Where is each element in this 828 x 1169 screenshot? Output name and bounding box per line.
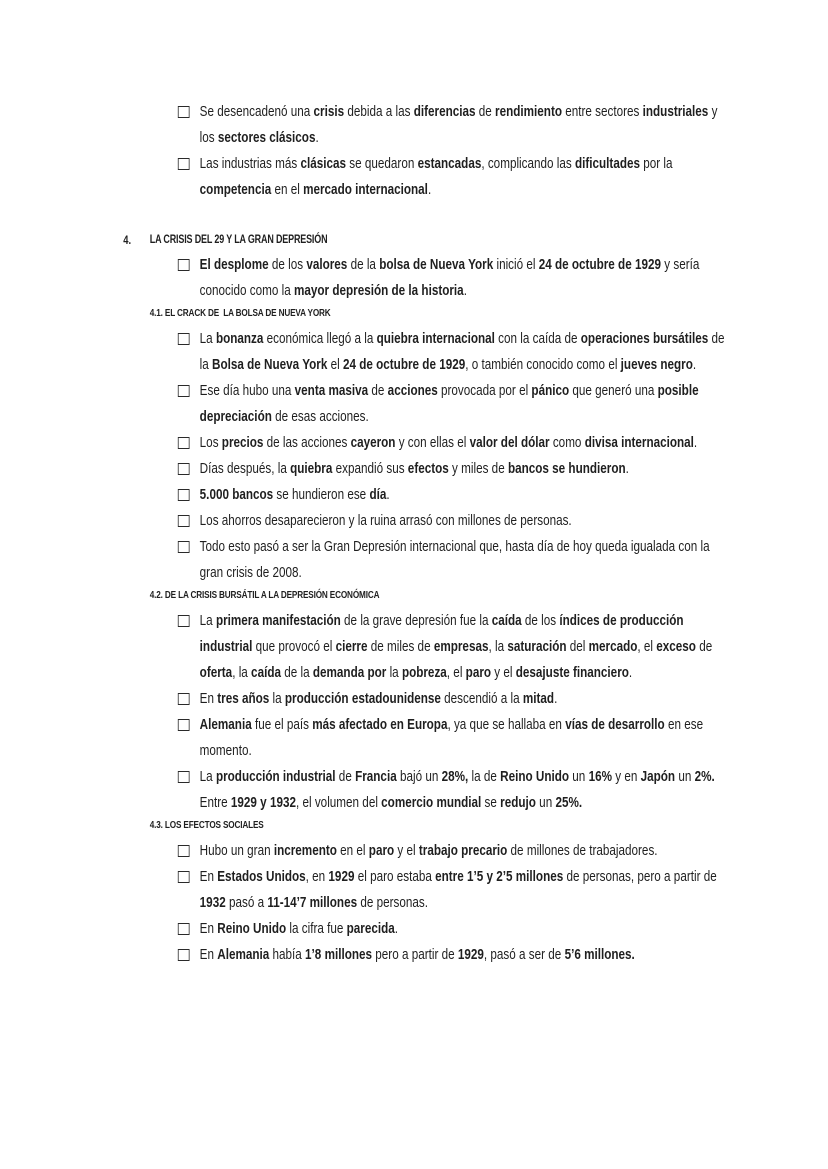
bold-text-run: venta masiva bbox=[294, 382, 369, 399]
bold-text-run: valores bbox=[306, 256, 348, 273]
bold-text-run: mercado internacional bbox=[303, 181, 428, 198]
bold-text-run: oferta bbox=[199, 664, 233, 681]
bold-text-run: vías de desarrollo bbox=[565, 716, 665, 733]
bold-text-run: entre 1’5 y 2’5 millones bbox=[435, 868, 564, 885]
text-run: de bbox=[368, 382, 388, 399]
text-run: Todo esto pasó a ser la Gran Depresión internacional que, hasta día de hoy queda igualada con la gran crisis de 2008. bbox=[199, 538, 710, 581]
text-run: entre sectores bbox=[561, 103, 643, 120]
bold-text-run: saturación bbox=[507, 638, 567, 655]
bold-text-run: Alemania bbox=[199, 716, 252, 733]
checklist-item bbox=[178, 252, 735, 304]
text-run: La bbox=[199, 612, 216, 629]
bold-text-run: 5’6 millones. bbox=[564, 946, 635, 963]
bold-text-run: Estados Unidos bbox=[217, 868, 306, 885]
checkbox-icon bbox=[178, 515, 190, 527]
bold-text-run: 25%. bbox=[555, 794, 583, 811]
bold-text-run: tres años bbox=[217, 690, 270, 707]
text-run: de la bbox=[347, 256, 380, 273]
bold-text-run: precios bbox=[221, 434, 264, 451]
subsection-checklist-efectos bbox=[178, 838, 735, 968]
checklist-item bbox=[178, 916, 735, 942]
bold-text-run: paro bbox=[368, 842, 395, 859]
text-run: de las acciones bbox=[263, 434, 351, 451]
bold-text-run: valor del dólar bbox=[469, 434, 550, 451]
text-run: de los bbox=[521, 612, 560, 629]
text-run: se hundieron ese bbox=[273, 486, 370, 503]
bold-text-run: bancos se hundieron bbox=[507, 460, 626, 477]
checkbox-icon bbox=[178, 158, 190, 170]
checklist-item-text bbox=[200, 460, 629, 477]
text-run: La bbox=[199, 330, 216, 347]
text-run: de bbox=[695, 638, 713, 655]
text-run: descendió a la bbox=[440, 690, 523, 707]
checkbox-icon bbox=[178, 693, 190, 705]
text-run: el paro estaba bbox=[354, 868, 436, 885]
checklist-item bbox=[178, 942, 735, 968]
checklist-item-text bbox=[200, 946, 635, 963]
bold-text-run: 1929 bbox=[457, 946, 484, 963]
text-run: En bbox=[199, 690, 218, 707]
checkbox-icon bbox=[178, 259, 190, 271]
text-run: Los ahorros desaparecieron y la ruina arrasó con millones de personas. bbox=[199, 512, 572, 529]
checkbox-icon bbox=[178, 333, 190, 345]
text-run: . bbox=[315, 129, 319, 146]
checkbox-icon bbox=[178, 541, 190, 553]
checkbox-icon bbox=[178, 437, 190, 449]
text-run: Los bbox=[199, 434, 222, 451]
text-run: Días después, la bbox=[199, 460, 291, 477]
bold-text-run: comercio mundial bbox=[381, 794, 482, 811]
subsection-checklist-depresion bbox=[178, 608, 735, 816]
bold-text-run: índices de producción industrial bbox=[199, 612, 684, 655]
checkbox-icon bbox=[178, 771, 190, 783]
bold-text-run: caída bbox=[251, 664, 281, 681]
bold-text-run: cierre bbox=[335, 638, 368, 655]
text-run: de personas. bbox=[357, 894, 429, 911]
checkbox-icon bbox=[178, 615, 190, 627]
text-run: la bbox=[386, 664, 402, 681]
bold-text-run: efectos bbox=[407, 460, 449, 477]
bold-text-run: Reino Unido bbox=[217, 920, 287, 937]
bold-text-run: 16% bbox=[588, 768, 612, 785]
bold-text-run: divisa internacional bbox=[584, 434, 694, 451]
text-run: de bbox=[335, 768, 356, 785]
text-run: Entre bbox=[199, 794, 231, 811]
bold-text-run: sectores clásicos bbox=[217, 129, 316, 146]
text-run: en ese momento. bbox=[199, 716, 704, 759]
checklist-item-text bbox=[200, 155, 673, 198]
checklist-item-text bbox=[200, 330, 725, 373]
bold-text-run: quiebra internacional bbox=[376, 330, 495, 347]
bold-text-run: trabajo precario bbox=[418, 842, 508, 859]
text-run: , o también conocido como el bbox=[465, 356, 621, 373]
checklist-item-text bbox=[200, 382, 699, 425]
subsection-checklist-crack bbox=[178, 326, 735, 586]
text-run: de millones de trabajadores. bbox=[507, 842, 658, 859]
text-run: y sería conocido como la bbox=[199, 256, 700, 299]
bold-text-run: 1929 bbox=[328, 868, 355, 885]
text-run: . bbox=[554, 690, 558, 707]
text-run: que generó una bbox=[569, 382, 658, 399]
text-run: provocada por el bbox=[437, 382, 532, 399]
bold-text-run: mercado bbox=[588, 638, 638, 655]
text-run: en el bbox=[271, 181, 304, 198]
text-run: En bbox=[199, 946, 218, 963]
text-run: En bbox=[199, 920, 218, 937]
bold-text-run: más afectado en Europa bbox=[312, 716, 448, 733]
text-run: se bbox=[481, 794, 501, 811]
checklist-item-text bbox=[200, 612, 713, 681]
checklist-item-text bbox=[200, 538, 710, 581]
bold-text-run: rendimiento bbox=[495, 103, 562, 120]
text-run: expandió sus bbox=[332, 460, 408, 477]
text-run: , el bbox=[446, 664, 466, 681]
text-run: fue el país bbox=[251, 716, 313, 733]
checklist-item bbox=[178, 99, 735, 151]
text-run: con la caída de bbox=[494, 330, 581, 347]
text-run: Se desencadenó una bbox=[199, 103, 314, 120]
bold-text-run: bonanza bbox=[215, 330, 264, 347]
bold-text-run: Bolsa de Nueva York bbox=[212, 356, 328, 373]
checkbox-icon bbox=[178, 845, 190, 857]
checklist-item-text bbox=[200, 868, 717, 911]
bold-text-run: 5.000 bancos bbox=[199, 486, 274, 503]
bold-text-run: diferencias bbox=[413, 103, 476, 120]
text-run: . bbox=[427, 181, 432, 198]
bold-text-run: Alemania bbox=[217, 946, 270, 963]
checklist-item bbox=[178, 326, 735, 378]
bold-text-run: 24 de octubre de 1929 bbox=[342, 356, 466, 373]
checkbox-icon bbox=[178, 719, 190, 731]
text-run: En bbox=[199, 868, 218, 885]
checkbox-icon bbox=[178, 385, 190, 397]
bold-text-run: 1929 y 1932 bbox=[230, 794, 296, 811]
text-run: bajó un bbox=[396, 768, 442, 785]
bold-text-run: clásicas bbox=[300, 155, 347, 172]
checklist-item bbox=[178, 534, 735, 586]
text-run: en el bbox=[336, 842, 369, 859]
bold-text-run: producción estadounidense bbox=[284, 690, 441, 707]
intro-checklist bbox=[178, 99, 735, 203]
text-run: Las industrias más bbox=[199, 155, 301, 172]
text-run: el bbox=[327, 356, 343, 373]
bold-text-run: jueves negro bbox=[620, 356, 693, 373]
text-run: de la bbox=[280, 664, 313, 681]
bold-text-run: Japón bbox=[640, 768, 676, 785]
bold-text-run: día bbox=[369, 486, 387, 503]
text-run: , el bbox=[637, 638, 657, 655]
checklist-item bbox=[178, 430, 735, 456]
bold-text-run: 2%. bbox=[694, 768, 715, 785]
text-run: , ya que se hallaba en bbox=[447, 716, 566, 733]
bold-text-run: primera manifestación bbox=[215, 612, 341, 629]
checklist-item bbox=[178, 482, 735, 508]
bold-text-run: 11-14’7 millones bbox=[267, 894, 358, 911]
bold-text-run: exceso bbox=[656, 638, 696, 655]
text-run: debida a las bbox=[344, 103, 414, 120]
text-run: un bbox=[535, 794, 556, 811]
checkbox-icon bbox=[178, 463, 190, 475]
bold-text-run: competencia bbox=[199, 181, 272, 198]
bold-text-run: empresas bbox=[433, 638, 489, 655]
text-run: de miles de bbox=[367, 638, 434, 655]
checkbox-icon bbox=[178, 106, 190, 118]
text-run: y los bbox=[199, 103, 718, 146]
checklist-item bbox=[178, 151, 735, 203]
checklist-item bbox=[178, 508, 735, 534]
subsection-heading-depresion: 4.2. DE LA CRISIS BURSÁTIL A LA DEPRESIÓN ECONÓMICA bbox=[149, 589, 380, 601]
checklist-item bbox=[178, 712, 735, 764]
text-run: como bbox=[549, 434, 585, 451]
section-number: 4. bbox=[123, 233, 132, 247]
text-run: y en bbox=[611, 768, 641, 785]
checklist-item-text bbox=[200, 256, 700, 299]
bold-text-run: 1’8 millones bbox=[305, 946, 373, 963]
text-run: inició el bbox=[493, 256, 539, 273]
checklist-item bbox=[178, 378, 735, 430]
checklist-item bbox=[178, 864, 735, 916]
bold-text-run: 24 de octubre de 1929 bbox=[538, 256, 662, 273]
section-title: LA CRISIS DEL 29 Y LA GRAN DEPRESIÓN bbox=[149, 234, 328, 246]
text-run: y el bbox=[394, 842, 419, 859]
text-run: la bbox=[269, 690, 285, 707]
text-run: por la bbox=[640, 155, 673, 172]
text-run: pero a partir de bbox=[372, 946, 458, 963]
bold-text-run: estancadas bbox=[417, 155, 482, 172]
bold-text-run: redujo bbox=[500, 794, 536, 811]
checkbox-icon bbox=[178, 949, 190, 961]
bold-text-run: crisis bbox=[313, 103, 345, 120]
bold-text-run: El desplome bbox=[199, 256, 269, 273]
text-run: la cifra fue bbox=[286, 920, 347, 937]
bold-text-run: operaciones bursátiles bbox=[580, 330, 709, 347]
section-checklist bbox=[178, 252, 735, 304]
text-run: había bbox=[269, 946, 306, 963]
text-run: . bbox=[463, 282, 467, 299]
bold-text-run: mayor depresión de la historia bbox=[293, 282, 464, 299]
text-run: Hubo un gran bbox=[199, 842, 274, 859]
text-run: un bbox=[675, 768, 695, 785]
text-run: . bbox=[693, 434, 698, 451]
text-run: , la bbox=[232, 664, 252, 681]
checklist-item-text bbox=[200, 842, 658, 859]
section-heading bbox=[0, 228, 828, 252]
checklist-item-text bbox=[200, 768, 715, 811]
checklist-item-text bbox=[200, 716, 703, 759]
checklist-item-text bbox=[200, 920, 398, 937]
text-run: se quedaron bbox=[346, 155, 418, 172]
bold-text-run: Reino Unido bbox=[500, 768, 570, 785]
subsection-heading-crack: 4.1. EL CRACK DE LA BOLSA DE NUEVA YORK bbox=[149, 307, 331, 319]
bold-text-run: demanda por bbox=[312, 664, 387, 681]
text-run: . bbox=[625, 460, 629, 477]
bold-text-run: cayeron bbox=[350, 434, 396, 451]
bold-text-run: caída bbox=[491, 612, 522, 629]
checkbox-icon bbox=[178, 923, 190, 935]
bold-text-run: incremento bbox=[273, 842, 337, 859]
checklist-item-text bbox=[200, 103, 718, 146]
text-run: económica llegó a la bbox=[263, 330, 377, 347]
checklist-item bbox=[178, 608, 735, 686]
text-run: , complicando las bbox=[481, 155, 575, 172]
text-run: la de bbox=[468, 768, 501, 785]
text-run: . bbox=[692, 356, 697, 373]
checklist-item bbox=[178, 686, 735, 712]
text-run: del bbox=[566, 638, 589, 655]
bold-text-run: acciones bbox=[387, 382, 438, 399]
text-run: de la bbox=[199, 330, 725, 373]
bold-text-run: 28%, bbox=[441, 768, 469, 785]
bold-text-run: pobreza bbox=[401, 664, 447, 681]
text-run: un bbox=[569, 768, 589, 785]
text-run: , el volumen del bbox=[295, 794, 382, 811]
bold-text-run: parecida bbox=[346, 920, 395, 937]
bold-text-run: quiebra bbox=[290, 460, 333, 477]
text-run: , la bbox=[488, 638, 508, 655]
bold-text-run: mitad bbox=[522, 690, 555, 707]
text-run: La bbox=[199, 768, 216, 785]
checklist-item-text bbox=[200, 486, 390, 503]
text-run: y el bbox=[491, 664, 516, 681]
bold-text-run: industriales bbox=[642, 103, 709, 120]
bold-text-run: dificultades bbox=[574, 155, 641, 172]
text-run: , pasó a ser de bbox=[483, 946, 565, 963]
text-run: , en bbox=[305, 868, 329, 885]
text-run: . bbox=[394, 920, 399, 937]
bold-text-run: 1932 bbox=[199, 894, 226, 911]
checkbox-icon bbox=[178, 871, 190, 883]
text-run: de la grave depresión fue la bbox=[340, 612, 492, 629]
checklist-item-text bbox=[200, 690, 558, 707]
checklist-item bbox=[178, 456, 735, 482]
checklist-item bbox=[178, 764, 735, 816]
checklist-item-text bbox=[200, 434, 698, 451]
text-run: . bbox=[386, 486, 390, 503]
checklist-item-text bbox=[200, 512, 572, 529]
bold-text-run: producción industrial bbox=[215, 768, 336, 785]
text-run: de personas, pero a partir de bbox=[563, 868, 717, 885]
checkbox-icon bbox=[178, 489, 190, 501]
bold-text-run: posible depreciación bbox=[199, 382, 699, 425]
text-run: de bbox=[475, 103, 496, 120]
text-run: de los bbox=[268, 256, 307, 273]
text-run: y miles de bbox=[448, 460, 508, 477]
text-run: y con ellas el bbox=[395, 434, 470, 451]
subsection-heading-efectos: 4.3. LOS EFECTOS SOCIALES bbox=[149, 819, 264, 831]
bold-text-run: Francia bbox=[355, 768, 397, 785]
bold-text-run: pánico bbox=[531, 382, 570, 399]
bold-text-run: paro bbox=[465, 664, 492, 681]
checklist-item bbox=[178, 838, 735, 864]
bold-text-run: bolsa de Nueva York bbox=[379, 256, 494, 273]
text-run: pasó a bbox=[225, 894, 268, 911]
text-run: Ese día hubo una bbox=[199, 382, 295, 399]
bold-text-run: desajuste financiero bbox=[515, 664, 629, 681]
text-run: . bbox=[628, 664, 633, 681]
text-run: de esas acciones. bbox=[271, 408, 369, 425]
text-run: que provocó el bbox=[252, 638, 336, 655]
